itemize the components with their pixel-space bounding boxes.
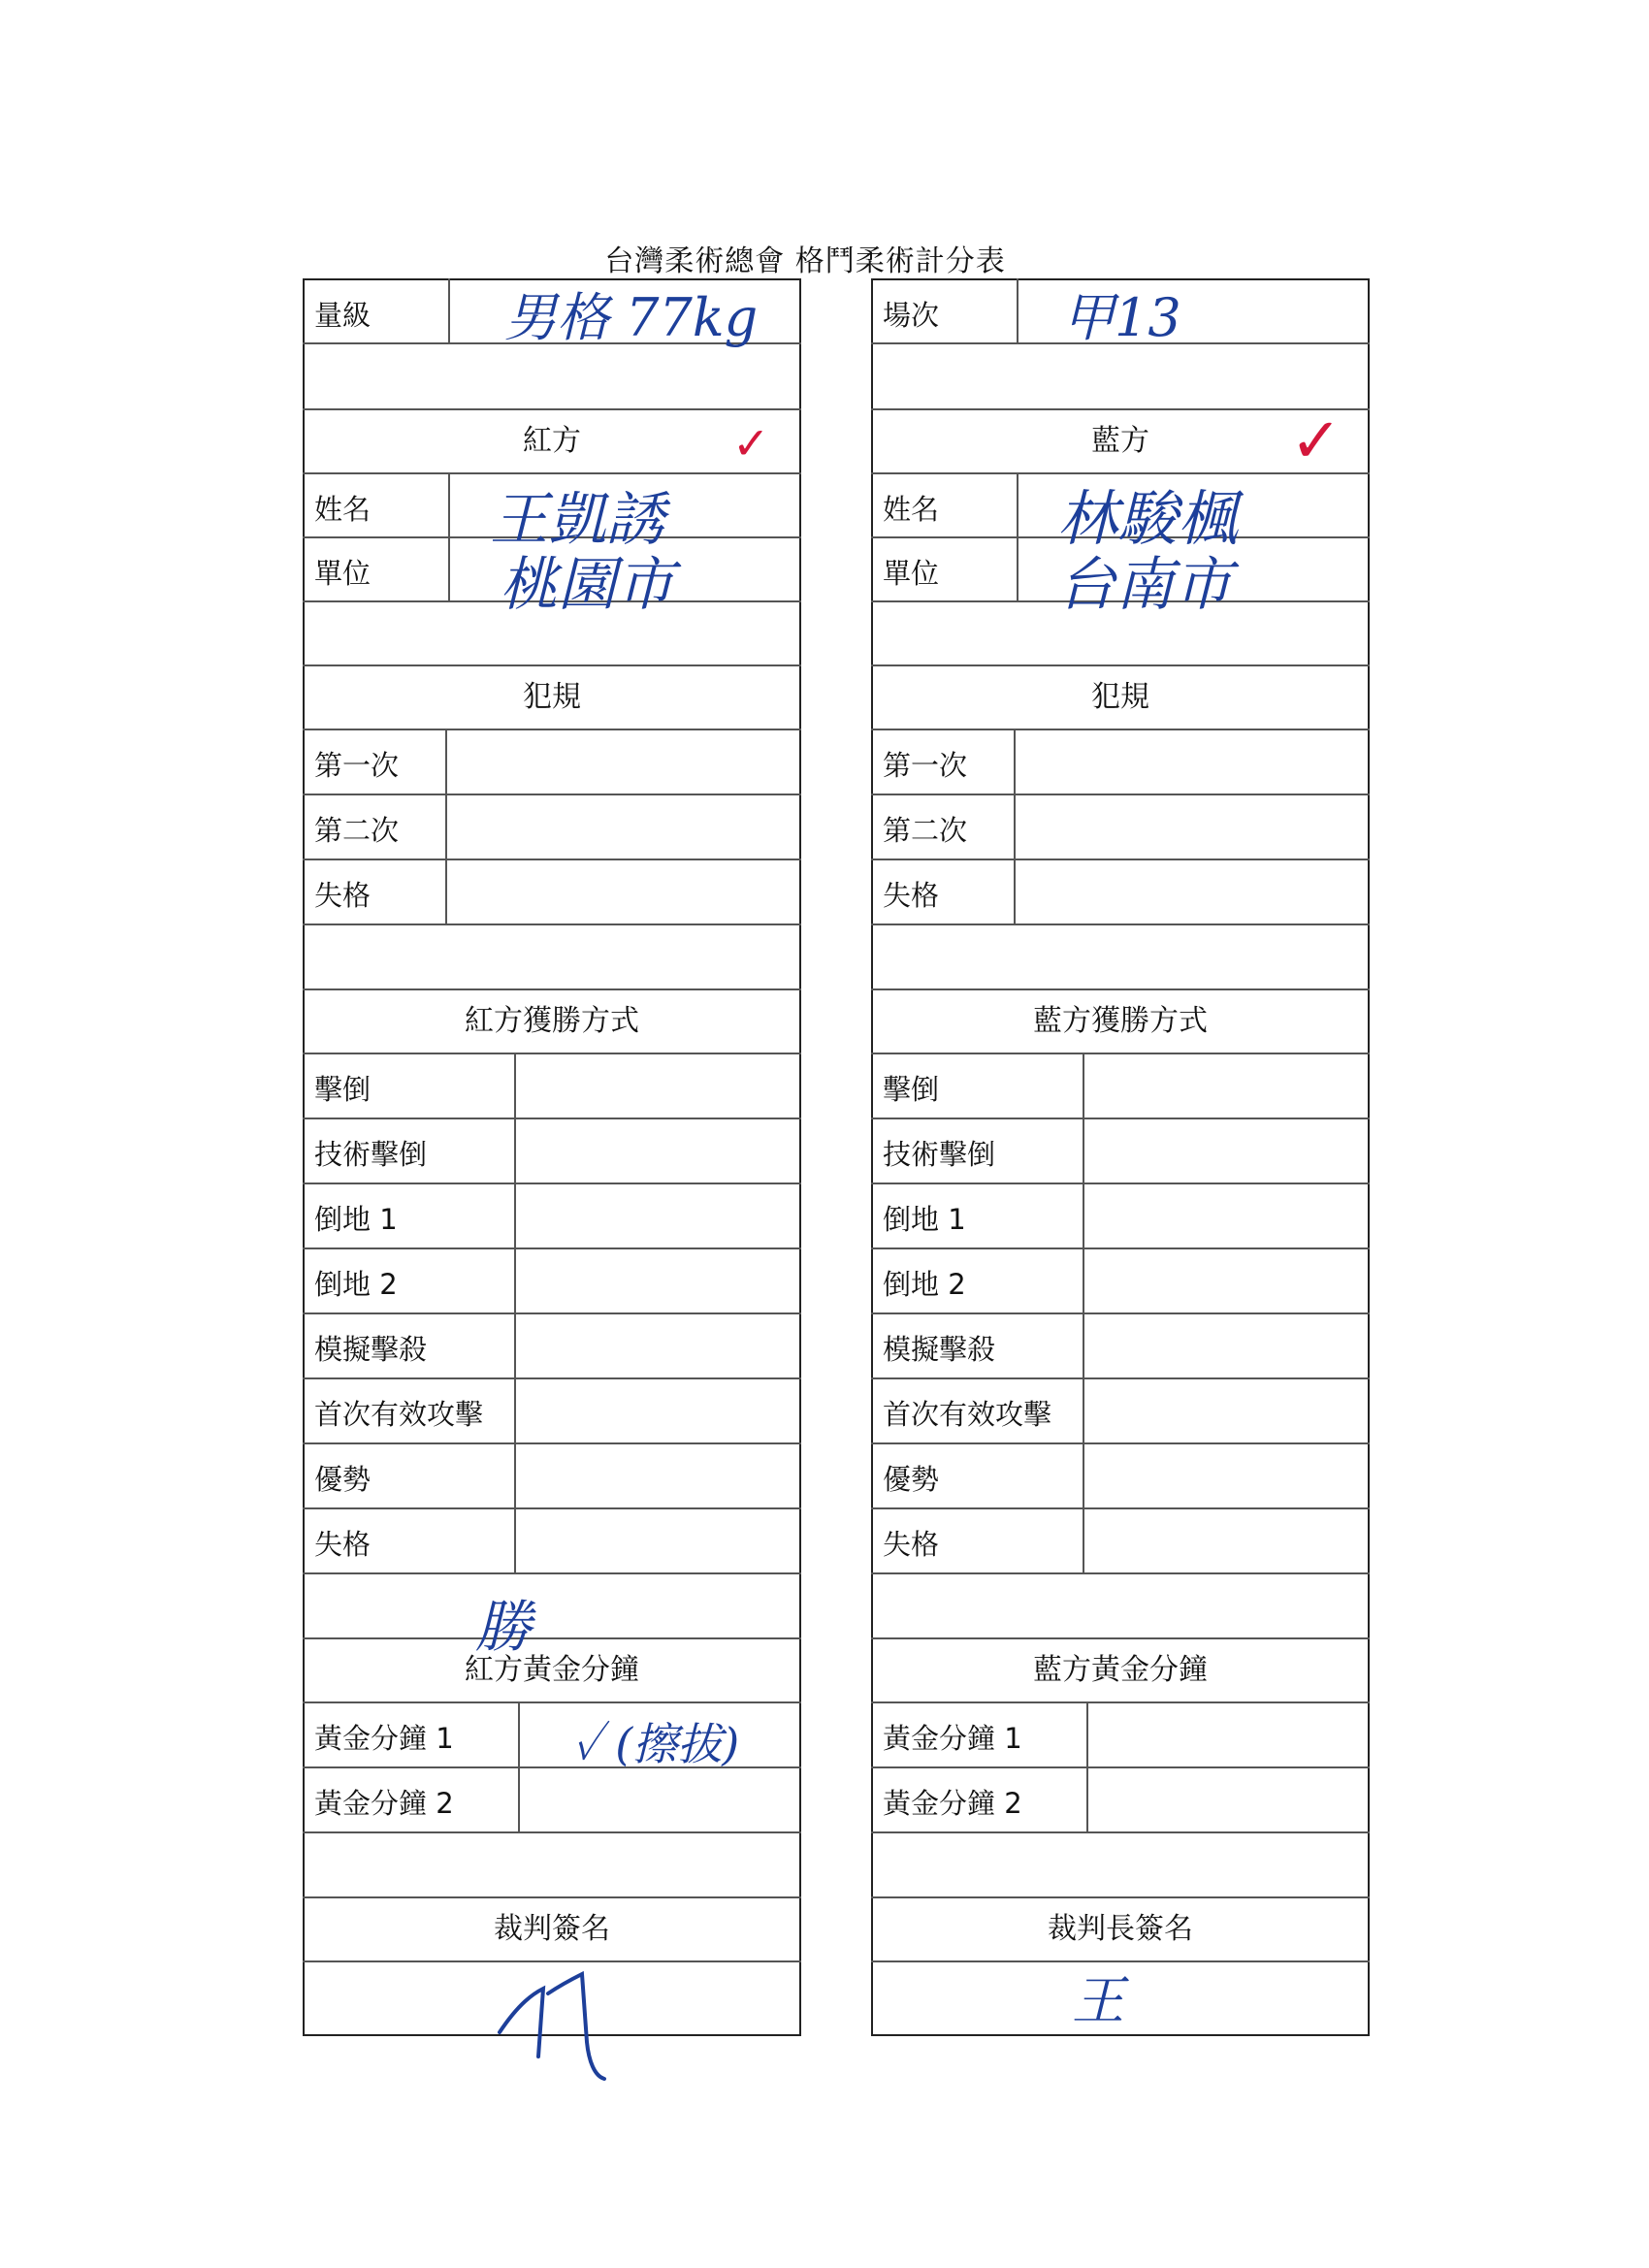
red-win-title: 紅方獲勝方式: [465, 1004, 639, 1038]
blue-win-row: [871, 1509, 1370, 1574]
blue-golden-header: [871, 1639, 1370, 1703]
blue-unit-label: 單位: [883, 557, 940, 590]
blue-win-label: 模擬擊殺: [883, 1333, 996, 1366]
red-sign-title: 裁判簽名: [494, 1912, 610, 1946]
blue-foul-label: 第二次: [883, 814, 968, 847]
blue-golden-label: 黃金分鐘 1: [883, 1722, 1022, 1755]
red-result-note: 勝: [475, 1594, 533, 1660]
red-win-row: [303, 1054, 801, 1119]
blue-win-label: 倒地 2: [883, 1268, 966, 1301]
blue-win-title: 藍方獲勝方式: [1033, 1004, 1208, 1038]
red-fouls-header: [303, 666, 801, 730]
red-win-label: 首次有效攻擊: [314, 1398, 484, 1431]
blue-win-row: [871, 1054, 1370, 1119]
blue-check-mark: ✓: [1290, 405, 1342, 477]
red-win-row: [303, 1509, 801, 1574]
referee-signature: [490, 1964, 626, 2090]
red-win-header: [303, 990, 801, 1054]
blue-win-label: 技術擊倒: [883, 1138, 996, 1171]
blank-row: [303, 1574, 801, 1639]
blue-win-row: [871, 1444, 1370, 1509]
blue-win-label: 失格: [883, 1528, 940, 1561]
blue-win-row: [871, 1249, 1370, 1314]
red-side-header: [303, 410, 801, 474]
blank-row: [303, 344, 801, 410]
red-unit-label: 單位: [314, 557, 372, 590]
blue-foul-label: 第一次: [883, 749, 968, 782]
blue-foul-label: 失格: [883, 879, 940, 912]
blue-foul-row: [871, 730, 1370, 795]
red-foul-label: 失格: [314, 879, 372, 912]
red-golden-label: 黃金分鐘 1: [314, 1722, 454, 1755]
red-win-label: 技術擊倒: [314, 1138, 428, 1171]
red-golden-header: [303, 1639, 801, 1703]
blue-sign-header: [871, 1898, 1370, 1962]
blue-foul-row: [871, 860, 1370, 925]
red-win-label: 擊倒: [314, 1073, 372, 1106]
red-win-label: 模擬擊殺: [314, 1333, 428, 1366]
blank-row: [303, 925, 801, 990]
blue-win-row: [871, 1119, 1370, 1184]
blue-golden-row: [871, 1768, 1370, 1833]
form-title: 台灣柔術總會 格鬥柔術計分表: [604, 244, 1006, 278]
blue-side-label: 藍方: [1091, 424, 1149, 458]
red-name-value: 王凱誘: [490, 486, 664, 554]
red-side-label: 紅方: [523, 424, 581, 458]
blue-win-row: [871, 1379, 1370, 1444]
blue-fouls-header: [871, 666, 1370, 730]
blue-fouls-title: 犯規: [1091, 680, 1149, 714]
red-golden-row: [303, 1768, 801, 1833]
blank-row: [871, 1574, 1370, 1639]
match-label: 場次: [883, 299, 940, 332]
blue-win-label: 擊倒: [883, 1073, 940, 1106]
blue-foul-row: [871, 795, 1370, 860]
red-golden-title: 紅方黃金分鐘: [465, 1653, 639, 1687]
blue-sign-title: 裁判長簽名: [1048, 1912, 1193, 1946]
red-check-mark: ✓: [732, 417, 770, 470]
red-win-row: [303, 1249, 801, 1314]
weight-label: 量級: [314, 299, 372, 332]
blue-win-label: 倒地 1: [883, 1203, 966, 1236]
red-name-label: 姓名: [314, 493, 372, 526]
red-win-row: [303, 1184, 801, 1249]
blue-win-label: 優勢: [883, 1463, 940, 1496]
red-win-row: [303, 1379, 801, 1444]
blue-golden-title: 藍方黃金分鐘: [1033, 1653, 1208, 1687]
blue-unit-value: 台南市: [1057, 551, 1232, 619]
red-foul-row: [303, 860, 801, 925]
blue-golden-label: 黃金分鐘 2: [883, 1787, 1022, 1820]
blank-row: [303, 1833, 801, 1898]
red-win-row: [303, 1444, 801, 1509]
blue-win-row: [871, 1184, 1370, 1249]
red-foul-row: [303, 730, 801, 795]
blue-win-label: 首次有效攻擊: [883, 1398, 1052, 1431]
red-foul-row: [303, 795, 801, 860]
blank-row: [871, 925, 1370, 990]
red-unit-value: 桃園市: [500, 551, 674, 619]
blue-golden-row: [871, 1703, 1370, 1768]
red-win-label: 倒地 1: [314, 1203, 398, 1236]
blue-win-header: [871, 990, 1370, 1054]
red-win-row: [303, 1314, 801, 1379]
blue-name-value: 林駿楓: [1057, 483, 1239, 554]
red-foul-label: 第一次: [314, 749, 400, 782]
match-value: 甲13: [1062, 287, 1181, 348]
blue-win-row: [871, 1314, 1370, 1379]
red-win-label: 優勢: [314, 1463, 372, 1496]
red-golden-label: 黃金分鐘 2: [314, 1787, 454, 1820]
red-win-row: [303, 1119, 801, 1184]
blue-name-label: 姓名: [883, 493, 940, 526]
red-win-label: 失格: [314, 1528, 372, 1561]
red-golden1-note: ✓ (擦拔): [572, 1718, 740, 1770]
red-win-label: 倒地 2: [314, 1268, 398, 1301]
blue-sign-value: 王: [1072, 1970, 1124, 2031]
red-sign-header: [303, 1898, 801, 1962]
weight-value: 男格 77kg: [504, 287, 759, 348]
blank-row: [871, 1833, 1370, 1898]
blank-row: [871, 344, 1370, 410]
red-fouls-title: 犯規: [523, 680, 581, 714]
red-foul-label: 第二次: [314, 814, 400, 847]
